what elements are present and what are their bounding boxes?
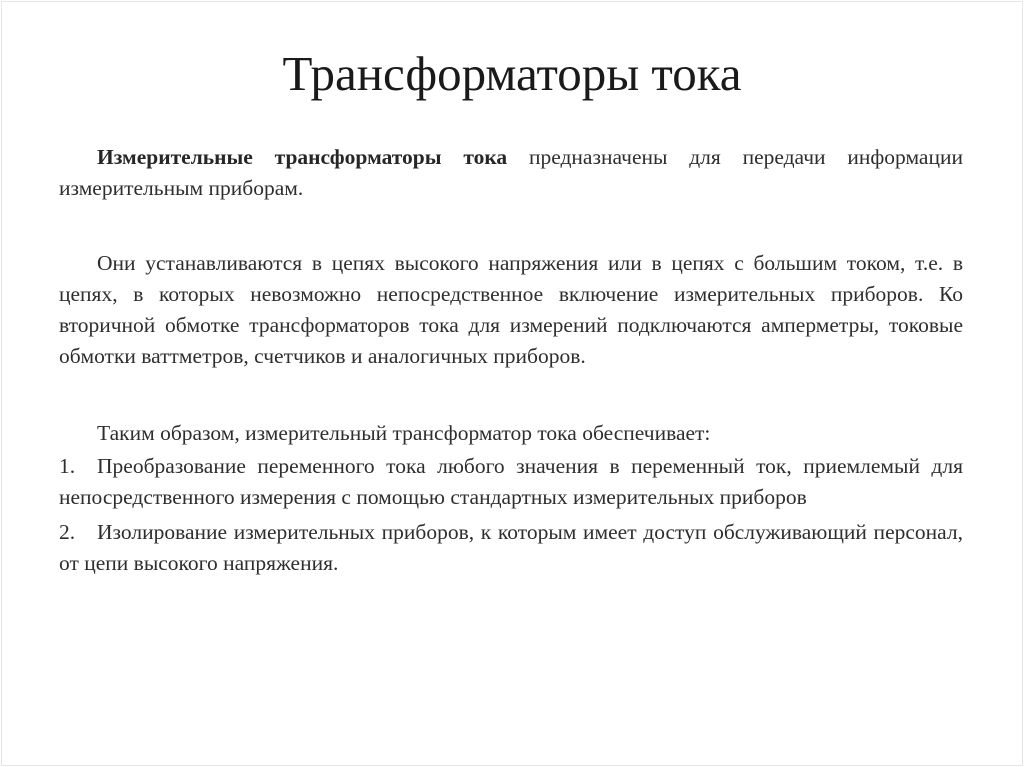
slide-title: Трансформаторы тока: [282, 46, 742, 101]
list-item-text: Преобразование переменного тока любого значения в переменный ток, приемлемый для непосредственного измерения с помощью стандартных измерительных приборов: [59, 454, 963, 509]
list-number: 2.: [59, 520, 76, 544]
paragraph-usage: Они устанавливаются в цепях высокого напряжения или в цепях с большим током, т.е. в цепях, в которых невозможно непосредственное включение измерительных приборов. Ко вторичной обмотке трансформаторов тока для измерений подключаются амперметры, токовые обмотки ваттметров, счетчиков и аналогичных приборов.: [59, 251, 963, 368]
list-item-text: Изолирование измерительных приборов, к которым имеет доступ обслуживающий персонал, от цепи высокого напряжения.: [59, 520, 963, 575]
bold-term: Измерительные трансформаторы тока: [97, 145, 508, 169]
list-number: 1.: [59, 454, 76, 478]
list-item-1: [59, 451, 963, 513]
paragraph-definition: [59, 142, 963, 204]
definition-text: предназначены для передачи информации измерительным приборам.: [59, 145, 963, 200]
list-item-2: [59, 517, 963, 579]
slide-body: [59, 142, 963, 579]
paragraph-summary: Таким образом, измерительный трансформатор тока обеспечивает:: [97, 421, 711, 445]
